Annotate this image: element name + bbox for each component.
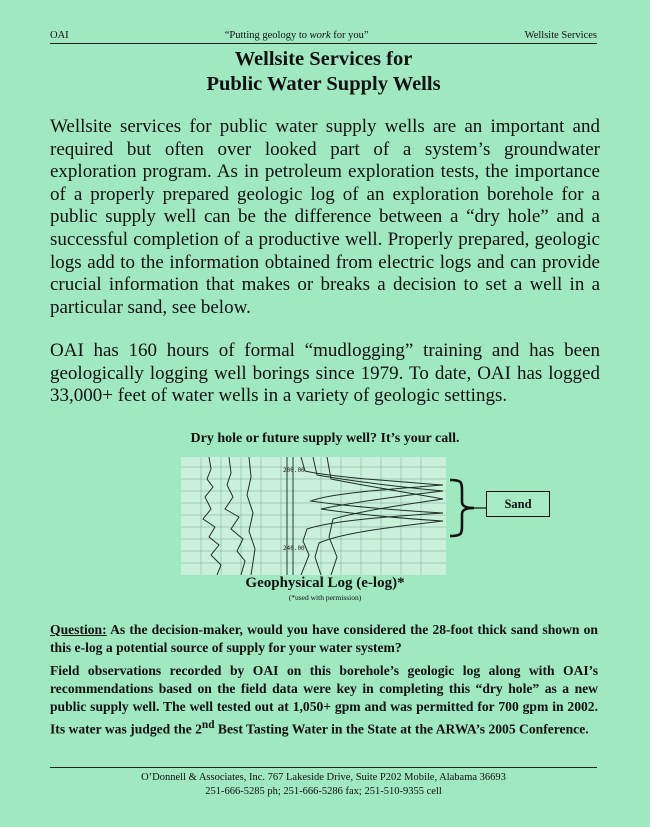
title-line-1: Wellsite Services for: [234, 48, 413, 70]
tagline-start: “Putting geology to: [224, 30, 310, 41]
sand-interval-brace: [448, 478, 488, 538]
intro-paragraph: Wellsite services for public water supply wells are an important and required but often over looked part of a system’s groundwater exploration program. As in petroleum exploration tests, the importance of a properly prepared geologic log of an exploration borehole for a public supply well can be the difference between a “dry hole” and a successful completion of a productive well. Properly prepared, geologic logs add to the information obtained from electric logs and can provide crucial information that makes or breaks a decision to set a well in a particular sand, see below.: [50, 116, 600, 318]
field-observations-paragraph: [50, 662, 598, 739]
depth-label-bottom: 240.00: [283, 545, 305, 552]
depth-label-top: 200.00: [283, 467, 305, 474]
elog-caption: Geophysical Log (e-log)*: [245, 575, 405, 591]
question-text: As the decision-maker, would you have considered the 28-foot thick sand shown on this e-log a potential source of supply for your water system?: [50, 622, 598, 655]
header-left: OAI: [50, 30, 69, 41]
ordinal-suffix: nd: [201, 719, 215, 731]
footer-contact: [50, 771, 597, 799]
header-tagline: [225, 30, 369, 41]
tagline-emphasis: work: [309, 30, 331, 41]
field-text-end: Best Tasting Water in the State at the ARWA’s 2005 Conference.: [214, 721, 589, 737]
header-right: Wellsite Services: [524, 30, 597, 41]
figure-question-caption: Dry hole or future supply well? It’s your call.: [190, 431, 460, 446]
title-line-2: Public Water Supply Wells: [206, 73, 441, 95]
elog-image: [181, 457, 446, 575]
question-paragraph: [50, 621, 598, 656]
tagline-end: for you”: [330, 30, 369, 41]
footer-phones: 251-666-5285 ph; 251-666-5286 fax; 251-510-9355 cell: [205, 786, 442, 797]
footer-divider: [50, 767, 597, 768]
field-text-start: Field observations recorded by OAI on this borehole’s geologic log along with OAI’s recommendations based on the field data were key in completing this “dry hole” as a new public supply well. The well tested out at 1,050+ gpm and was permitted for 700 gpm in 2002. Its water was judged the 2: [50, 663, 598, 737]
question-label: Question:: [50, 622, 107, 637]
footer-address: O’Donnell & Associates, Inc. 767 Lakeside Drive, Suite P202 Mobile, Alabama 36693: [141, 772, 506, 783]
sand-label-box: Sand: [486, 491, 550, 517]
elog-permission-note: (*used with permission): [288, 593, 362, 602]
running-header: [50, 30, 597, 44]
experience-paragraph: OAI has 160 hours of formal “mudlogging” training and has been geologically logging well borings since 1979. To date, OAI has logged 33,000+ feet of water wells in a variety of geologic settings.: [50, 340, 600, 407]
page-title: [50, 47, 597, 97]
